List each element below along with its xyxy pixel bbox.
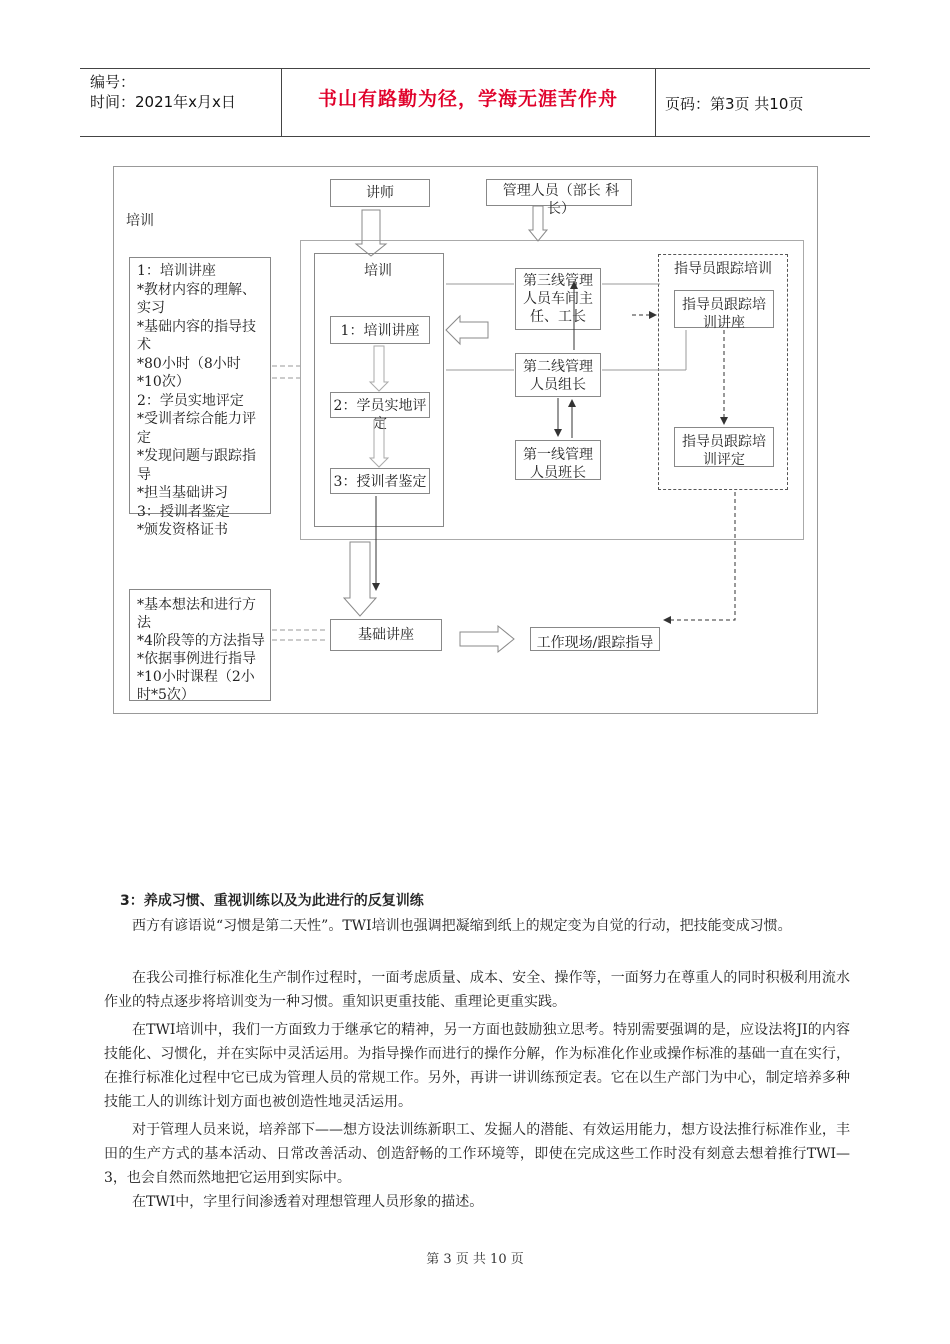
- first-line-label: 第一线管理人员班长: [523, 447, 593, 481]
- diagram-title: 培训: [126, 213, 154, 229]
- page-footer: 第 3 页 共 10 页: [426, 1252, 524, 1267]
- paragraph: 对于管理人员来说，培养部下——想方设法训练新职工、发掘人的潜能、有效运用能力，想方设法推行标准作业，丰田的生产方式的基本活动、日常改善活动、创造舒畅的工作环境等，即使在完成这些工作时没有刻意去想着推行TWI—3，也会自然而然地把它运用到实际中。: [104, 1122, 850, 1186]
- lecture-details-text: 1：培训讲座 *教材内容的理解、实习 *基础内容的指导技术 *80小时（8小时*10次） 2：学员实地评定 *受训者综合能力评定 *发现问题与跟踪指导 *担当基础讲习 3：授训者鉴定 *颁发资格证书: [137, 263, 256, 538]
- feedback-left-arrow: [446, 316, 488, 344]
- page-indicator: 页码：第3页 共10页: [665, 95, 804, 113]
- tracking-to-workplace-arrow: [664, 492, 735, 620]
- paragraph: 在我公司推行标准化生产制作过程时，一面考虑质量、成本、安全、操作等，一面努力在尊重人的同时积极利用流水作业的特点逐步将培训变为一种习惯。重知识更重技能、重理论更重实践。: [104, 970, 850, 1010]
- step-lecture-label: 1：培训讲座: [340, 323, 420, 339]
- doc-number-label: 编号：: [90, 73, 136, 91]
- training-to-basic-arrow: [344, 542, 376, 616]
- step-evaluation-label: 2：学员实地评定: [333, 398, 427, 432]
- doc-date-label: 时间：2021年x月x日: [90, 93, 236, 111]
- section-heading: 3：养成习惯、重视训练以及为此进行的反复训练: [120, 893, 424, 909]
- basic-details-text: *基本想法和进行方法 *4阶段等的方法指导 *依据事例进行指导 *10小时课程（2小时*5次）: [137, 597, 265, 703]
- tracking-panel-title: 指导员跟踪培训: [674, 261, 772, 277]
- tracking-evaluation-label: 指导员跟踪培训评定: [682, 434, 766, 468]
- workplace-label: 工作现场/跟踪指导: [536, 635, 654, 651]
- basic-to-workplace-arrow: [460, 626, 514, 652]
- paragraph: 西方有谚语说“习惯是第二天性”。TWI培训也强调把凝缩到纸上的规定变为自觉的行动，把技能变成习惯。: [132, 918, 792, 934]
- basic-lecture-label: 基础讲座: [358, 627, 414, 643]
- lecturer-label: 讲师: [366, 185, 394, 201]
- training-program-title: 培训: [364, 263, 392, 279]
- header-motto: 书山有路勤为径，学海无涯苦作舟: [317, 88, 618, 110]
- managers-down-arrow: [529, 206, 547, 241]
- managers-label: 管理人员（部长 科长）: [502, 183, 620, 217]
- second-line-label: 第二线管理人员组长: [523, 359, 593, 393]
- paragraph: 在TWI培训中，我们一方面致力于继承它的精神，另一方面也鼓励独立思考。特别需要强调的是，应设法将JI的内容技能化、习惯化，并在实际中灵活运用。为指导操作而进行的操作分解，作为标准化作业或操作标准的基础一直在实行，在推行标准化过程中它已成为管理人员的常规工作。另外，再讲一讲训练预定表。它在以生产部门为中心，制定培养多种技能工人的训练计划方面也被创造性地灵活运用。: [104, 1022, 850, 1110]
- paragraph: 在TWI中，字里行间渗透着对理想管理人员形象的描述。: [132, 1194, 484, 1210]
- step1-to-step2-arrow: [370, 346, 388, 391]
- third-line-label: 第三线管理人员车间主任、工长: [523, 273, 593, 325]
- step-certification-label: 3：授训者鉴定: [333, 474, 427, 490]
- lecturer-down-arrow: [356, 210, 386, 256]
- tracking-lecture-label: 指导员跟踪培训讲座: [682, 297, 766, 331]
- step2-to-step3-arrow: [370, 420, 388, 467]
